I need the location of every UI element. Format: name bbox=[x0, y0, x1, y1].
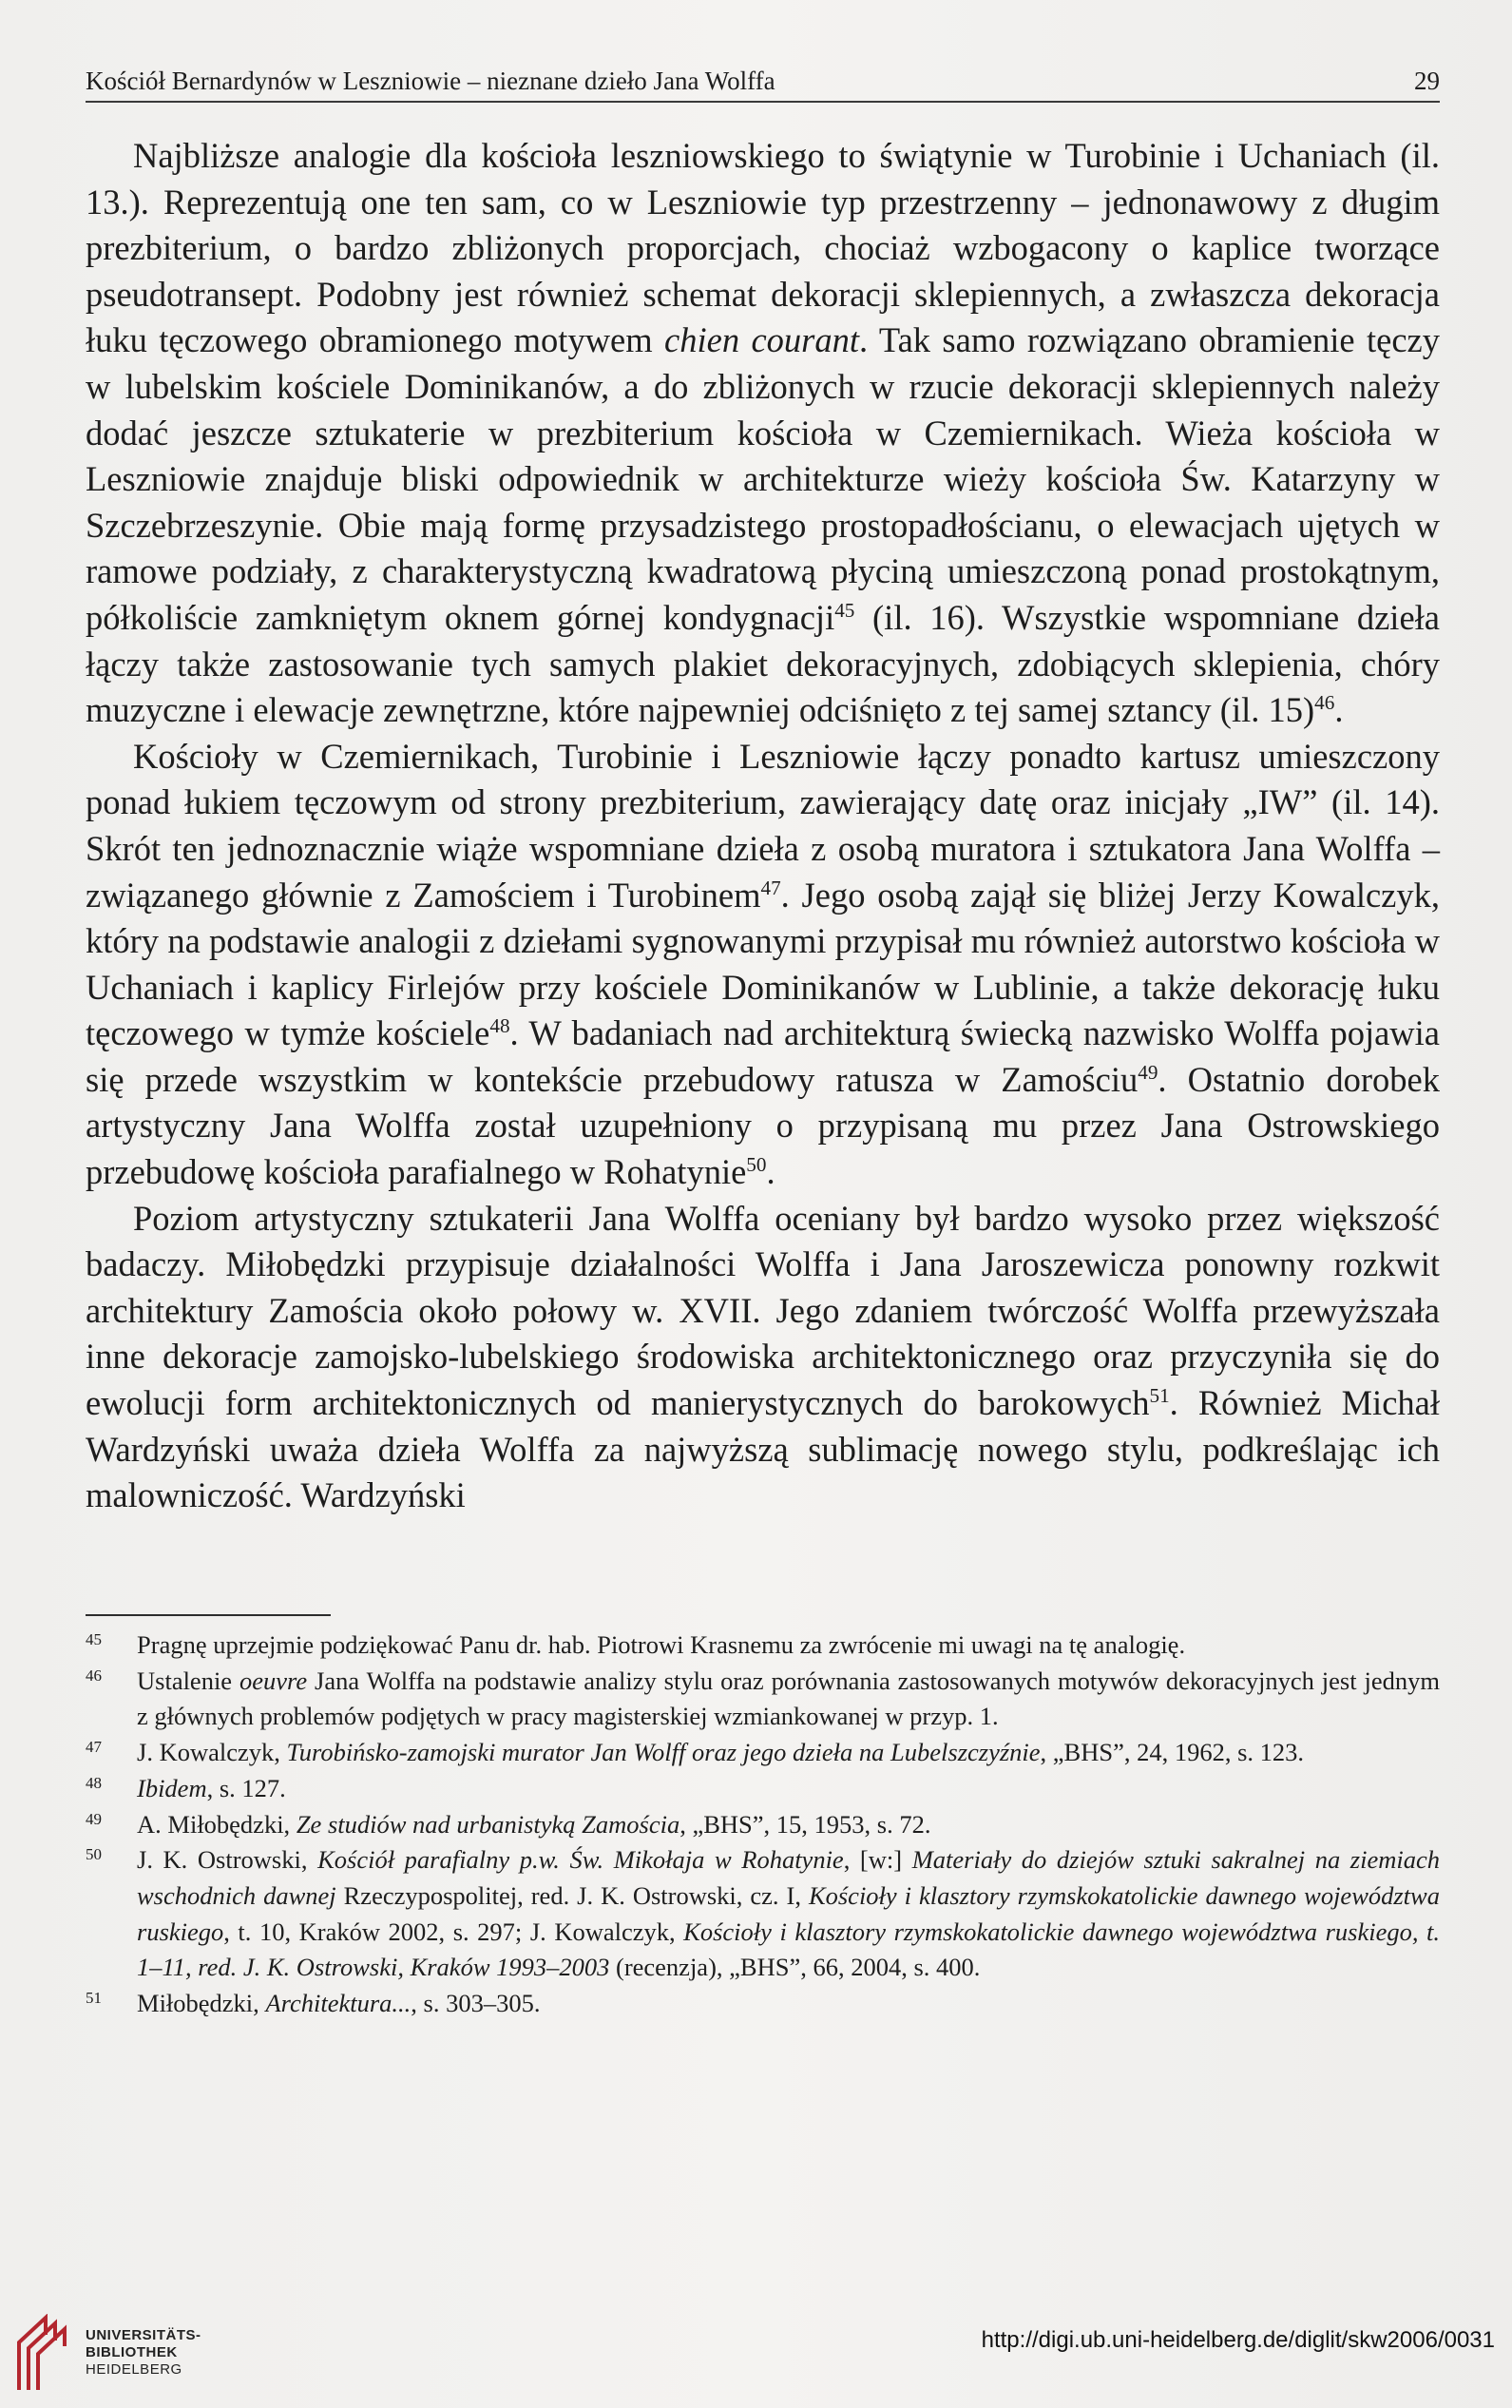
footnote-number: 50 bbox=[86, 1845, 102, 1864]
text-run: Najbliższe analogie dla kościoła leszniowskiego to świątynie w Turobinie i Uchaniach (il. 13.). Reprezentują one ten sam, co w Leszniowie typ przestrzenny – jednonawowy z długim prezbiterium, o bardzo zbliżonych proporcjach, chociaż wzbogacony o kaplice tworzące pseudotransept. Podobny jest również schemat dekoracji sklepiennych, a zwłaszcza dekoracja łuku tęczowego obramionego motywem bbox=[86, 136, 1440, 360]
text-run: Ustalenie bbox=[137, 1666, 239, 1695]
italic-term: Ibidem bbox=[137, 1773, 207, 1802]
text-run: . Również Michał Wardzyński uważa dzieła Wolffa za najwyższą sublimację nowego stylu, podkreślając ich malowniczość. Wardzyński bbox=[86, 1383, 1440, 1515]
italic-title: Materiały do dziejów sztuki sakralnej na ziemiach wschodnich dawnej bbox=[137, 1845, 1440, 1910]
text-run: . Jego osobą zajął się bliżej Jerzy Kowalczyk, który na podstawie analogii z dziełami sygnowanymi przypisał mu również autorstwo kościoła w Uchaniach i kaplicy Firlejów przy kościele Dominikanów w Lublinie, a także dekorację łuku tęczowego w tymże kościele bbox=[86, 875, 1440, 1053]
footnote-49 bbox=[86, 1807, 1440, 1843]
footnote-number: 48 bbox=[86, 1773, 102, 1792]
text-run: . bbox=[1334, 690, 1344, 730]
library-emblem-icon bbox=[13, 2314, 74, 2392]
footnote-text bbox=[137, 1735, 1440, 1771]
italic-title: Kościoły i klasztory rzymskokatolickie dawnego województwa ruskiego bbox=[137, 1880, 1440, 1946]
footnote-ref-51[interactable]: 51 bbox=[1149, 1383, 1170, 1407]
paragraph-3 bbox=[86, 1196, 1440, 1519]
italic-title: Architektura... bbox=[265, 1989, 411, 2018]
text-run: Poziom artystyczny sztukaterii Jana Wolffa oceniany był bardzo wysoko przez większość badaczy. Miłobędzki przypisuje działalności Wolffa i Jana Jaroszewicza ponowny rozkwit architektury Zamościa około połowy w. XVII. Jego zdaniem twórczość Wolffa przewyższała inne dekoracje zamojsko-lubelskiego środowiska architektonicznego oraz przyczyniła się do ewolucji form architektonicznych od manierystycznych do barokowych bbox=[86, 1198, 1440, 1423]
text-run: , „BHS”, 24, 1962, s. 123. bbox=[1040, 1738, 1305, 1767]
footnote-45 bbox=[86, 1628, 1440, 1664]
page-number: 29 bbox=[1414, 67, 1440, 95]
text-run: (recenzja), „BHS”, 66, 2004, s. 400. bbox=[609, 1953, 981, 1982]
text-run: . Tak samo rozwiązano obramienie tęczy w lubelskim kościele Dominikanów, a do zbliżonych w rzucie dekoracji sklepiennych należy dodać jeszcze sztukaterie w prezbiterium kościoła w Czemiernikach. Wieża kościoła w Leszniowie znajduje bliski odpowiednik w architekturze wieży kościoła Św. Katarzyny w Szczebrzeszynie. Obie mają formę przysadzistego prostopadłościanu, o elewacjach ujętych w ramowe podziały, z charakterystyczną kwadratową płyciną umieszczoną ponad prostokątnym, półkoliście zamkniętym oknem górnej kondygnacji bbox=[86, 320, 1440, 637]
footnote-51 bbox=[86, 1986, 1440, 2022]
footnote-ref-48[interactable]: 48 bbox=[489, 1014, 510, 1038]
footnote-number: 47 bbox=[86, 1738, 102, 1757]
running-head bbox=[86, 65, 1440, 103]
text-run: Rzeczypospolitej, red. J. K. Ostrowski, cz. I, bbox=[335, 1880, 809, 1910]
footnote-number: 51 bbox=[86, 1989, 102, 2008]
footnote-text bbox=[137, 1842, 1440, 1986]
digitization-url-link[interactable]: http://digi.ub.uni-heidelberg.de/diglit/skw2006/0031 bbox=[981, 2327, 1495, 2353]
footnote-number: 46 bbox=[86, 1666, 102, 1685]
paragraph-1 bbox=[86, 133, 1440, 734]
footnote-text bbox=[137, 1628, 1440, 1664]
library-name-line-1: UNIVERSITÄTS- bbox=[86, 2326, 201, 2343]
footnote-ref-47[interactable]: 47 bbox=[760, 876, 781, 899]
running-title: Kościół Bernardynów w Leszniowie – nieznane dzieło Jana Wolffa bbox=[86, 67, 775, 95]
paragraph-2 bbox=[86, 734, 1440, 1196]
text-run: Kościoły w Czemiernikach, Turobinie i Leszniowie łączy ponadto kartusz umieszczony ponad łukiem tęczowym od strony prezbiterium, zawierający datę oraz inicjały „IW” (il. 14). Skrót ten jednoznacznie wiąże wspomniane dzieła z osobą muratora i sztukatora Jana Wolffa – związanego głównie z Zamościem i Turobinem bbox=[86, 736, 1440, 915]
text-run: . Ostatnio dorobek artystyczny Jana Wolffa został uzupełniony o przypisaną mu przez Jana Ostrowskiego przebudowę kościoła parafialnego w Rohatynie bbox=[86, 1059, 1441, 1192]
footnote-ref-46[interactable]: 46 bbox=[1314, 690, 1335, 714]
footnote-50 bbox=[86, 1842, 1440, 1986]
text-run: A. Miłobędzki, bbox=[137, 1809, 297, 1839]
text-run: , t. 10, Kraków 2002, s. 297; J. Kowalczyk, bbox=[223, 1917, 684, 1946]
text-run: Jana Wolffa na podstawie analizy stylu oraz porównania zastosowanych motywów dekoracyjnych jest jednym z głównych problemów podjętych w pracy magisterskiej wzmiankowanej w przyp. 1. bbox=[137, 1666, 1440, 1731]
library-name-line-2: BIBLIOTHEK bbox=[86, 2343, 178, 2360]
library-logo[interactable] bbox=[13, 2312, 260, 2393]
footnote-48 bbox=[86, 1771, 1440, 1807]
library-name-line-3: HEIDELBERG bbox=[86, 2360, 182, 2378]
italic-title: Kościół parafialny p.w. Św. Mikołaja w Rohatynie bbox=[317, 1845, 844, 1875]
italic-term: chien courant bbox=[664, 320, 859, 360]
text-run: J. Kowalczyk, bbox=[137, 1738, 287, 1767]
library-name bbox=[86, 2327, 201, 2379]
footnote-text bbox=[137, 1664, 1440, 1735]
footnote-47 bbox=[86, 1735, 1440, 1771]
footnote-ref-45[interactable]: 45 bbox=[834, 598, 855, 622]
text-run: . W badaniach nad architekturą świecką nazwisko Wolffa pojawia się przede wszystkim w kontekście przebudowy ratusza w Zamościu bbox=[86, 1013, 1440, 1099]
footnote-text bbox=[137, 1807, 1440, 1843]
footnote-text bbox=[137, 1771, 1440, 1807]
text-run: , [w:] bbox=[843, 1845, 912, 1875]
text-run: Miłobędzki, bbox=[137, 1989, 266, 2018]
text-run: J. K. Ostrowski, bbox=[137, 1845, 318, 1875]
text-run: Pragnę uprzejmie podziękować Panu dr. hab. Piotrowi Krasnemu za zwrócenie mi uwagi na tę analogię. bbox=[137, 1630, 1186, 1659]
main-text bbox=[86, 133, 1440, 1519]
footnote-divider bbox=[86, 1614, 331, 1616]
text-run: (il. 16). Wszystkie wspomniane dzieła łączy także zastosowanie tych samych plakiet dekoracyjnych, zdobiących sklepienia, chóry muzyczne i elewacje zewnętrzne, które najpewniej odciśnięto z tej samej sztancy (il. 15) bbox=[86, 597, 1440, 730]
italic-title: Kościoły i klasztory rzymskokatolickie dawnego województwa ruskiego, t. 1–11, red. J. K. Ostrowski, Kraków 1993–2003 bbox=[137, 1917, 1440, 1982]
footnote-ref-50[interactable]: 50 bbox=[746, 1152, 767, 1176]
text-run: . bbox=[766, 1152, 775, 1192]
footnote-ref-49[interactable]: 49 bbox=[1138, 1060, 1158, 1084]
italic-title: Turobińsko-zamojski murator Jan Wolff oraz jego dzieła na Lubelszczyźnie bbox=[286, 1738, 1041, 1767]
footnotes bbox=[86, 1628, 1440, 2022]
text-run: , s. 303–305. bbox=[411, 1989, 541, 2018]
footnote-46 bbox=[86, 1664, 1440, 1735]
italic-title: Ze studiów nad urbanistyką Zamościa bbox=[296, 1809, 680, 1839]
footnote-text bbox=[137, 1986, 1440, 2022]
footnote-number: 45 bbox=[86, 1630, 102, 1648]
text-run: , „BHS”, 15, 1953, s. 72. bbox=[679, 1809, 931, 1839]
text-run: , s. 127. bbox=[206, 1773, 286, 1802]
italic-term: oeuvre bbox=[239, 1666, 308, 1695]
footnote-number: 49 bbox=[86, 1809, 102, 1828]
